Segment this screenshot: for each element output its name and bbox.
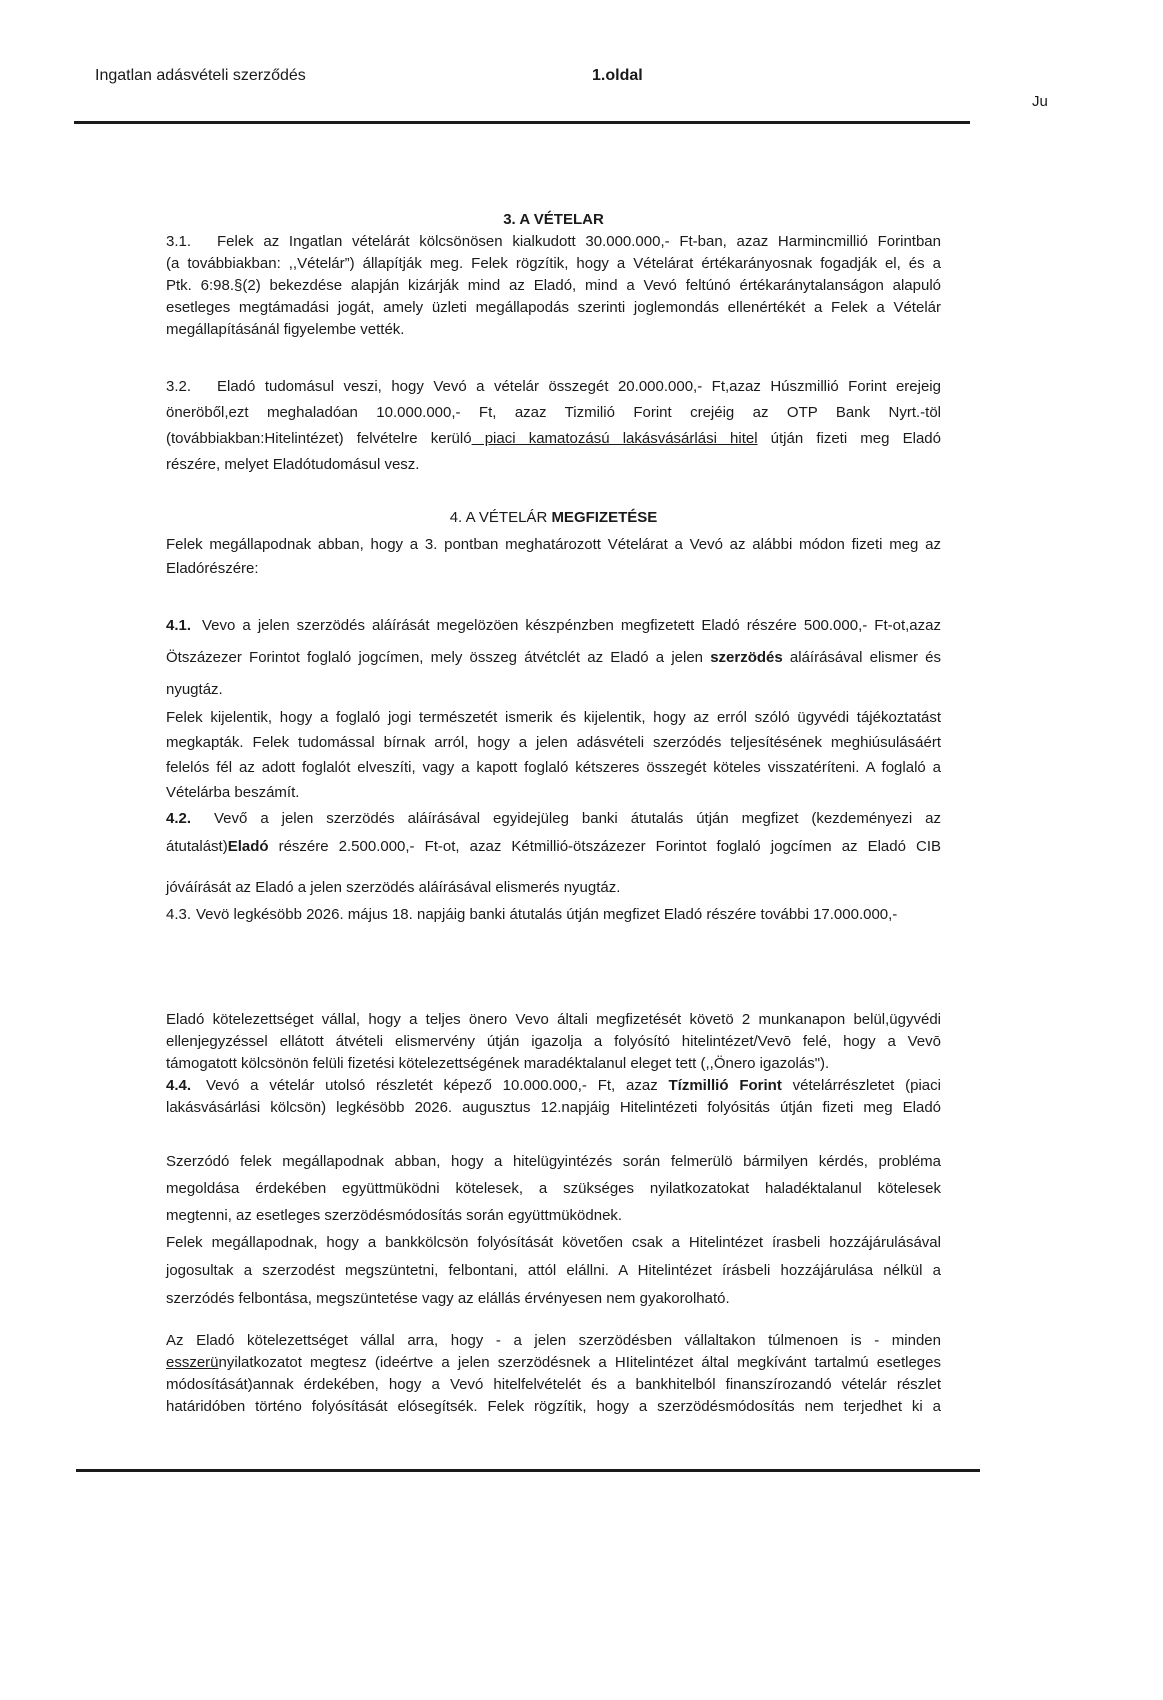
text-line: (a továbbiakban: ,,Vételár”) állapítják meg. Felek rögzítik, hogy a Vételárat értékarányosnak fogadják el, és a <box>166 255 941 272</box>
text-line: határidóben történo folyósítását elósegítsék. Felek rögzítik, hogy a szerzödésmódosítás nem terjedhet ki a <box>166 1398 941 1415</box>
text-line: Vételárba beszámít. <box>166 784 300 801</box>
bold-text: Tízmillió Forint <box>668 1077 782 1094</box>
bold-text: szerzödés <box>710 649 783 666</box>
footer-rule <box>76 1469 980 1472</box>
text-line: támogatott kölcsönön felüli fizetési kötelezettségének maradéktalanul eleget tett (,,Önero igazolás"). <box>166 1055 830 1072</box>
clause-number: 3.1. <box>166 233 192 250</box>
text-line: módosítását)annak érdekében, hogy a Vevó hitelfelvételét és a bankhitelból finanszírozandó vételár részlet <box>166 1376 941 1393</box>
paragraph-foglalo <box>166 705 941 805</box>
text-line: jóváírását az Eladó a jelen szerzödés aláírásával elismerés nyugtáz. <box>166 879 621 896</box>
clause-number: 4.1. <box>166 617 192 634</box>
clause-number: 4.2. <box>166 810 192 827</box>
text-line: átutalást) <box>166 838 228 855</box>
header-corner-text: Ju <box>1032 93 1048 110</box>
text-line: Az Eladó kötelezettséget vállal arra, hogy - a jelen szerzödésben vállaltakon túlmenoen is - minden <box>166 1332 941 1349</box>
text-line: részére 2.500.000,- Ft-ot, azaz Kétmillió-ötszázezer Forintot foglaló jogcímen az Eladó CIB <box>268 838 941 855</box>
text-line: Vevó a vételár utolsó részletét képező 10.000.000,- Ft, azaz <box>206 1077 669 1094</box>
text-line: ellenjegyzéssel ellátott átvételi elismervény útján igazolja a folyósító hitelintézet/Vevō felé, hogy a Vevō <box>166 1033 941 1050</box>
paragraph-4-2 <box>166 805 941 861</box>
text-line: Vevő a jelen szerzödés aláírásával egyidejüleg banki átutalás útján megfizet (kezdeményezi az <box>214 810 941 827</box>
underlined-text: piaci kamatozású lakásvásárlási hitel <box>471 430 758 447</box>
text-line: (továbbiakban:Hitelintézet) felvételre kerüló <box>166 430 472 447</box>
paragraph-onero <box>166 1009 941 1075</box>
text-line: Felek kijelentik, hogy a foglaló jogi természetét ismerik és kijelentik, hogy az erról szóló ügyvédi tájékoztatást <box>166 709 941 726</box>
section-vetelar-megfizetese <box>166 507 941 580</box>
text-line: Szerzódó felek megállapodnak abban, hogy a hitelügyintézés során felmerülö bármilyen kérdés, probléma <box>166 1153 941 1170</box>
text-line: lakásvásárlási kölcsön) legkésöbb 2026. augusztus 12.napjáig Hitelintézeti folyósitás útján fizeti meg Eladó <box>166 1099 941 1116</box>
text-line: Eladórészére: <box>166 560 259 577</box>
section-heading-vetelar: 3. A VÉTELAR <box>503 211 604 228</box>
text-line: jogosultak a szerzodést megszüntetni, felbontani, attól elállni. A Hitelintézet írásbeli hozzájárulása nélkül a <box>166 1262 941 1279</box>
document-title: Ingatlan adásvételi szerződés <box>95 67 306 84</box>
text-line: esetleges megtámadási jogát, amely üzleti megállapodás szerinti joglemondás ellenértékét a Felek a Vételár <box>166 299 941 316</box>
paragraph-4-2-cont <box>166 877 941 899</box>
text-line: öneröből,ezt meghaladóan 10.000.000,- Ft, azaz Tizmilió Forint crejéig az OTP Bank Nyrt.-töl <box>166 404 941 421</box>
header-rule <box>74 121 970 124</box>
paragraph-bankkolcson <box>166 1229 941 1313</box>
section-heading-megfizetes: 4. A VÉTELÁR MEGFIZETÉSE <box>449 509 658 526</box>
paragraph-elado-kotelezettseg <box>166 1330 941 1418</box>
clause-number: 3.2. <box>166 378 192 395</box>
paragraph-4-3 <box>166 904 941 926</box>
text-line: Felek megállapodnak abban, hogy a 3. pontban meghatározott Vételárat a Vevó az alábbi módon fizeti meg az <box>166 536 941 553</box>
underlined-text: esszerü <box>166 1354 219 1371</box>
paragraph-3-1 <box>166 231 941 341</box>
paragraph-4-1 <box>166 610 941 706</box>
text-line: megtenni, az esetleges szerzödésmódosítás során együttmüködnek. <box>166 1207 623 1224</box>
text-line: megoldása érdekében együttmüködni kötelesek, a szükséges nyilatkozatokat haladéktalanul kötelesek <box>166 1180 941 1197</box>
text-line: útján fizeti meg Eladó <box>757 430 941 447</box>
text-line: vételárrészletet (piaci <box>781 1077 941 1094</box>
section-vetelar <box>166 209 941 341</box>
text-line: részére, melyet Eladótudomásul vesz. <box>166 456 420 473</box>
text-line: Eladó kötelezettséget vállal, hogy a teljes önero Vevo általi megfizetését követö 2 munkanapon belül,ügyvédi <box>166 1011 941 1028</box>
text-line: Vevö legkésöbb 2026. május 18. napjáig banki átutalás útján megfizet Eladó részére további 17.000.000,- <box>196 906 898 923</box>
text-line: megállapításánál figyelembe vették. <box>166 321 405 338</box>
paragraph-3-2 <box>166 374 941 478</box>
clause-number: 4.4. <box>166 1077 192 1094</box>
text-line: nyugtáz. <box>166 681 223 698</box>
text-line: Eladó tudomásul veszi, hogy Vevó a vételár összegét 20.000.000,- Ft,azaz Húszmillió Forint erejeig <box>217 378 941 395</box>
text-line: felelós fél az adott foglalót elveszíti, vagy a kapott foglaló kétszeres összegét köteles visszatéríteni. A foglaló a <box>166 759 941 776</box>
text-line: aláírásával elismer és <box>782 649 941 666</box>
text-line: Felek megállapodnak, hogy a bankkölcsön folyósítását követően csak a Hitelintézet írasbeli hozzájárulásával <box>166 1234 941 1251</box>
bold-text: Eladó <box>227 838 269 855</box>
paragraph-hitelugyintezes <box>166 1148 941 1229</box>
text-line: Ötszázezer Forintot foglaló jogcímen, mely összeg átvétclét az Eladó a jelen <box>166 649 711 666</box>
paragraph-4-4 <box>166 1075 941 1119</box>
text-line: nyilatkozatot megtesz (ideértve a jelen szerzödésnek a HIitelintézet által megkívánt tartalmú esetleges <box>218 1354 941 1371</box>
page-number: 1.oldal <box>592 67 643 84</box>
text-line: Felek az Ingatlan vételárát kölcsönösen kialkudott 30.000.000,- Ft-ban, azaz Harmincmillió Forintban <box>217 233 941 250</box>
text-line: megkapták. Felek tudomással bírnak arról, hogy a jelen adásvételi szerzódés teljesítésének meghiúsulásáért <box>166 734 941 751</box>
text-line: szerzódés felbontása, megszüntetése vagy az elállás érvényesen nem gyakorolható. <box>166 1290 730 1307</box>
text-line: Vevo a jelen szerzödés aláírását megelözöen készpénzben megfizetett Eladó részére 500.000,- Ft-ot,azaz <box>202 617 941 634</box>
text-line: Ptk. 6:98.§(2) bekezdése alapján kizárják mind az Eladó, mind a Vevó feltúnó értékaránytalanságon alapuló <box>166 277 941 294</box>
clause-number: 4.3. <box>166 906 192 923</box>
